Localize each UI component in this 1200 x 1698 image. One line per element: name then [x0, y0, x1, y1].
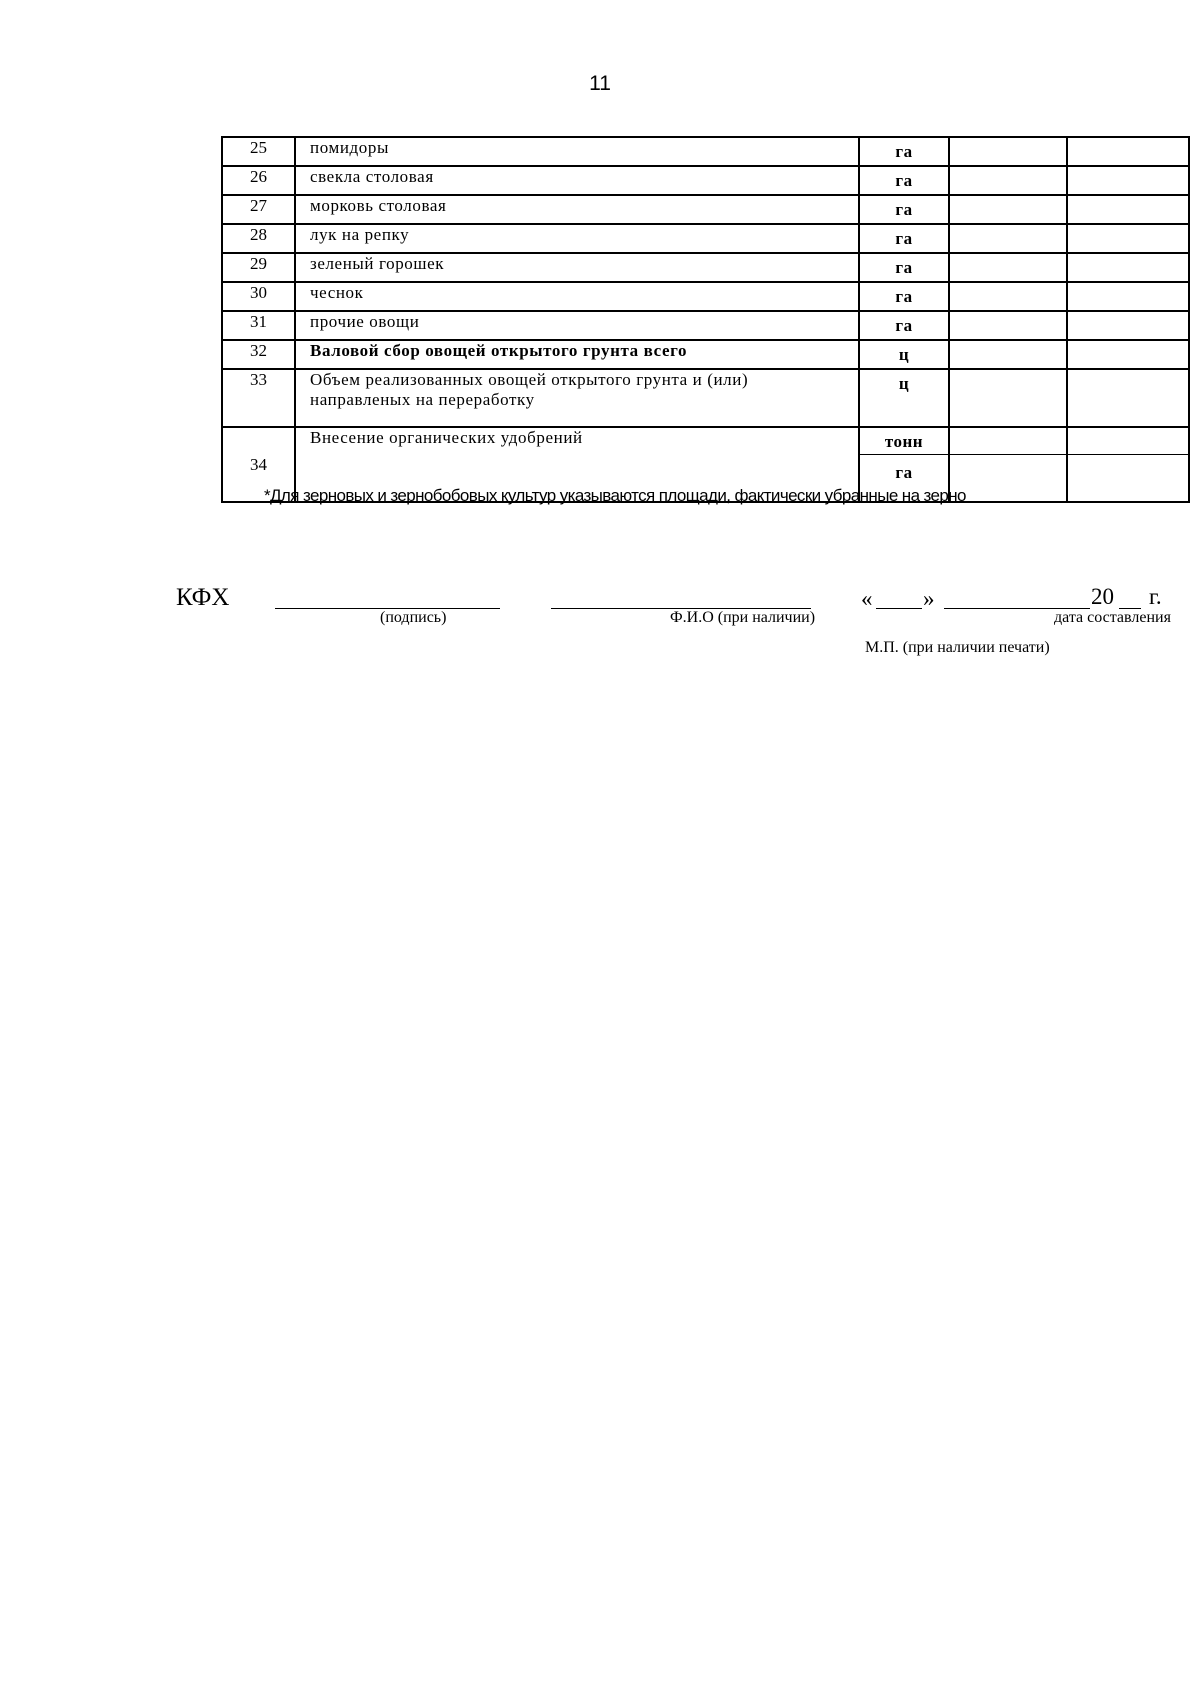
- stamp-note: М.П. (при наличии печати): [865, 639, 1050, 656]
- value-cell[interactable]: [1067, 137, 1189, 166]
- row-number: 33: [222, 369, 295, 427]
- quote-close: »: [923, 586, 935, 611]
- table-row: [222, 427, 1189, 455]
- row-number: 31: [222, 311, 295, 340]
- row-name: прочие овощи: [295, 311, 859, 340]
- footnote: *Для зерновых и зернобобовых культур указываются площади, фактически убранные на зерно: [264, 486, 966, 505]
- table-row: [222, 311, 1189, 340]
- day-line[interactable]: [876, 608, 922, 609]
- row-name: Валовой сбор овощей открытого грунта всего: [295, 340, 859, 369]
- year-prefix: 20: [1091, 584, 1114, 609]
- row-number: 34: [222, 427, 295, 502]
- row-name: Объем реализованных овощей открытого грунта и (или) направленых на переработку: [295, 369, 859, 427]
- year-suffix: г.: [1149, 584, 1162, 609]
- value-cell[interactable]: [949, 282, 1067, 311]
- row-number: 28: [222, 224, 295, 253]
- value-cell[interactable]: [949, 340, 1067, 369]
- fio-caption: Ф.И.О (при наличии): [670, 609, 816, 626]
- value-cell[interactable]: [1067, 224, 1189, 253]
- row-unit: га: [859, 253, 949, 282]
- page-number: 11: [589, 72, 611, 95]
- row-name: морковь столовая: [295, 195, 859, 224]
- value-cell[interactable]: [1067, 369, 1189, 427]
- value-cell[interactable]: [949, 137, 1067, 166]
- table-row: [222, 195, 1189, 224]
- row-unit: га: [859, 166, 949, 195]
- value-cell[interactable]: [949, 369, 1067, 427]
- table-row: [222, 253, 1189, 282]
- signature-caption: (подпись): [380, 609, 447, 626]
- row-unit: га: [859, 282, 949, 311]
- value-cell[interactable]: [1067, 282, 1189, 311]
- table-row: [222, 340, 1189, 369]
- row-number: 27: [222, 195, 295, 224]
- report-table: [221, 136, 1190, 503]
- value-cell[interactable]: [949, 427, 1067, 455]
- date-caption: дата составления: [1054, 609, 1171, 626]
- row-name: помидоры: [295, 137, 859, 166]
- value-cell[interactable]: [1067, 427, 1189, 455]
- table-row: [222, 137, 1189, 166]
- table-row: [222, 282, 1189, 311]
- value-cell[interactable]: [949, 195, 1067, 224]
- value-cell[interactable]: [1067, 195, 1189, 224]
- row-unit: ц: [859, 340, 949, 369]
- value-cell[interactable]: [1067, 166, 1189, 195]
- row-unit: ц: [859, 369, 949, 427]
- table-row: [222, 224, 1189, 253]
- row-number: 25: [222, 137, 295, 166]
- value-cell[interactable]: [1067, 455, 1189, 503]
- row-unit: га: [859, 224, 949, 253]
- row-unit: га: [859, 137, 949, 166]
- row-unit: га: [859, 311, 949, 340]
- organization-label: КФХ: [176, 584, 230, 611]
- value-cell[interactable]: [949, 455, 1067, 503]
- row-number: 29: [222, 253, 295, 282]
- value-cell[interactable]: [1067, 340, 1189, 369]
- value-cell[interactable]: [1067, 253, 1189, 282]
- row-unit: тонн: [859, 427, 949, 455]
- value-cell[interactable]: [949, 311, 1067, 340]
- row-name: зеленый горошек: [295, 253, 859, 282]
- quote-open: «: [861, 586, 873, 611]
- table-row: [222, 369, 1189, 427]
- row-number: 30: [222, 282, 295, 311]
- row-unit-secondary: га: [859, 455, 949, 503]
- row-name: свекла столовая: [295, 166, 859, 195]
- table-row: [222, 166, 1189, 195]
- value-cell[interactable]: [1067, 311, 1189, 340]
- value-cell[interactable]: [949, 224, 1067, 253]
- value-cell[interactable]: [949, 253, 1067, 282]
- value-cell[interactable]: [949, 166, 1067, 195]
- row-name: чеснок: [295, 282, 859, 311]
- row-name: лук на репку: [295, 224, 859, 253]
- row-number: 32: [222, 340, 295, 369]
- row-name: Внесение органических удобрений: [295, 427, 859, 502]
- row-unit: га: [859, 195, 949, 224]
- row-number: 26: [222, 166, 295, 195]
